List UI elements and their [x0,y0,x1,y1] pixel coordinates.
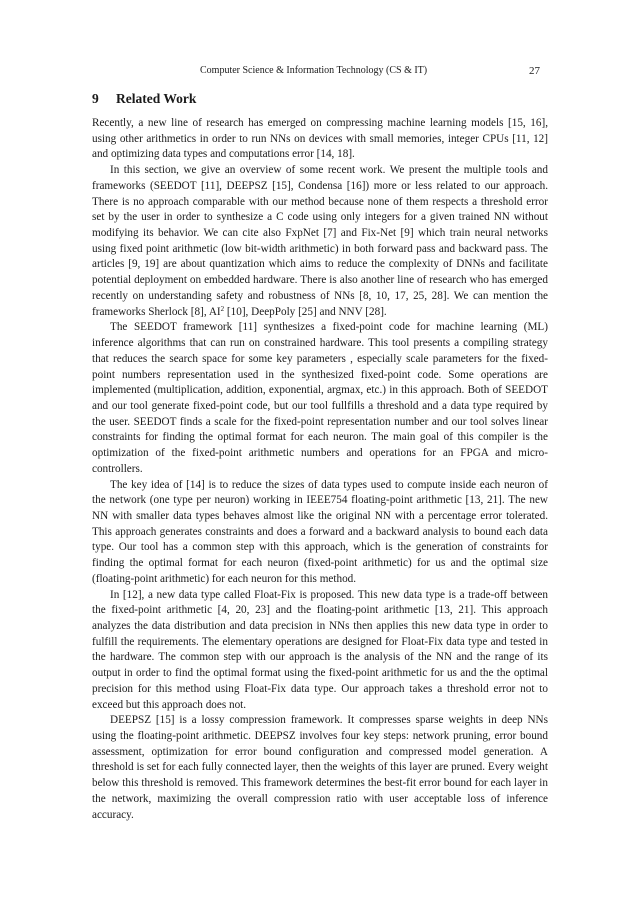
section-heading [92,91,196,107]
journal-title: Computer Science & Information Technology (CS & IT) [200,65,428,76]
paragraph-overview [92,163,548,320]
paragraph-datatype-sizes: The key idea of [14] is to reduce the sizes of data types used to compute inside each neuron of the network (one type per neuron) working in IEEE754 floating-point arithmetic [13, 21]. The new NN with smaller data types behaves almost like the original NN with a percentage error tolerated. This approach generates constraints and does a forward and a backward analysis to bound each data type. Our tool has a common step with this approach, which is the generation of constraints for finding the optimal format for each neuron (fixed-point arithmetic) for us and the optimal size (floating-point arithmetic) for each neuron for this method. [92,478,548,585]
paragraph-seedot: The SEEDOT framework [11] synthesizes a fixed-point code for machine learning (ML) inference algorithms that can run on constrained hardware. This tool presents a compiling strategy that reduces the search space for some key parameters , especially scale parameters for the fixed-point numbers representation used in the synthesized fixed-point code. Some operations are implemented (multiplication, addition, exponential, argmax, etc.) in this approach. Both of SEEDOT and our tool generate fixed-point code, but our tool fullfills a threshold and a data type required by the user. SEEDOT finds a scale for the fixed-point representation number and our tool solves linear constraints for finding the optimal format for each neuron. The main goal of this compiler is the optimization of the fixed-point arithmetic numbers and operations for an FPGA and micro-controllers. [92,321,548,475]
page-number: 27 [529,65,540,77]
paragraph-overview-tail: [10], DeepPoly [25] and NNV [28]. [224,305,387,318]
running-header [92,65,548,79]
paragraph-overview-text: In this section, we give an overview of some recent work. We present the multiple tools and frameworks (SEEDOT [11], DEEPSZ [15], Condensa [16]) more or less related to our approach. There is no approach comparable with our method because none of them respects a threshold error set by the user in order to synthesize a C code using only integers for a given trained NN without modifying its behavior. We can cite also FxpNet [7] and Fix-Net [9] which train neural networks using fixed point arithmetic (low bit-width arithmetic) in both forward pass and backward pass. The articles [9, 19] are about quantization which aims to reduce the complexity of DNNs and facilitate potential deployment on embedded hardware. There is also another line of research who has emerged recently on understanding safety and robustness of NNs [8, 10, 17, 25, 28]. We can mention the frameworks Sherlock [8], AI [92,164,548,318]
superscript: 2 [220,304,225,313]
body-text [92,116,548,823]
paragraph-deepsz: DEEPSZ [15] is a lossy compression framework. It compresses sparse weights in deep NNs using the floating-point arithmetic. DEEPSZ involves four key steps: network pruning, error bound assessment, optimization for error bound configuration and compressed model generation. A threshold is set for each fully connected layer, then the weights of this layer are pruned. Every weight below this threshold is removed. This framework determines the best-fit error bound for each layer in the network, maximizing the overall compression ratio with user acceptable loss of inference accuracy. [92,714,548,821]
paragraph-float-fix: In [12], a new data type called Float-Fix is proposed. This new data type is a trade-off between the fixed-point arithmetic [4, 20, 23] and the floating-point arithmetic [13, 21]. This approach analyzes the data distribution and data precision in NNs then applies this new data type in order to fulfill the requirements. The elementary operations are designed for Float-Fix data type and tested in the hardware. The common step with our approach is the analysis of the NN and the range of its output in order to find the optimal format using the fixed-point arithmetic for us and the the optimal precision for this method using Float-Fix data type. Our approach takes a threshold error not to exceed but this approach does not. [92,588,548,711]
section-title: Related Work [116,91,197,106]
paragraph-intro: Recently, a new line of research has emerged on compressing machine learning models [15, 16], using other arithmetics in order to run NNs on devices with small memories, integer CPUs [11, 12] and optimizing data types and computations error [14, 18]. [92,117,548,161]
section-number: 9 [92,91,99,106]
